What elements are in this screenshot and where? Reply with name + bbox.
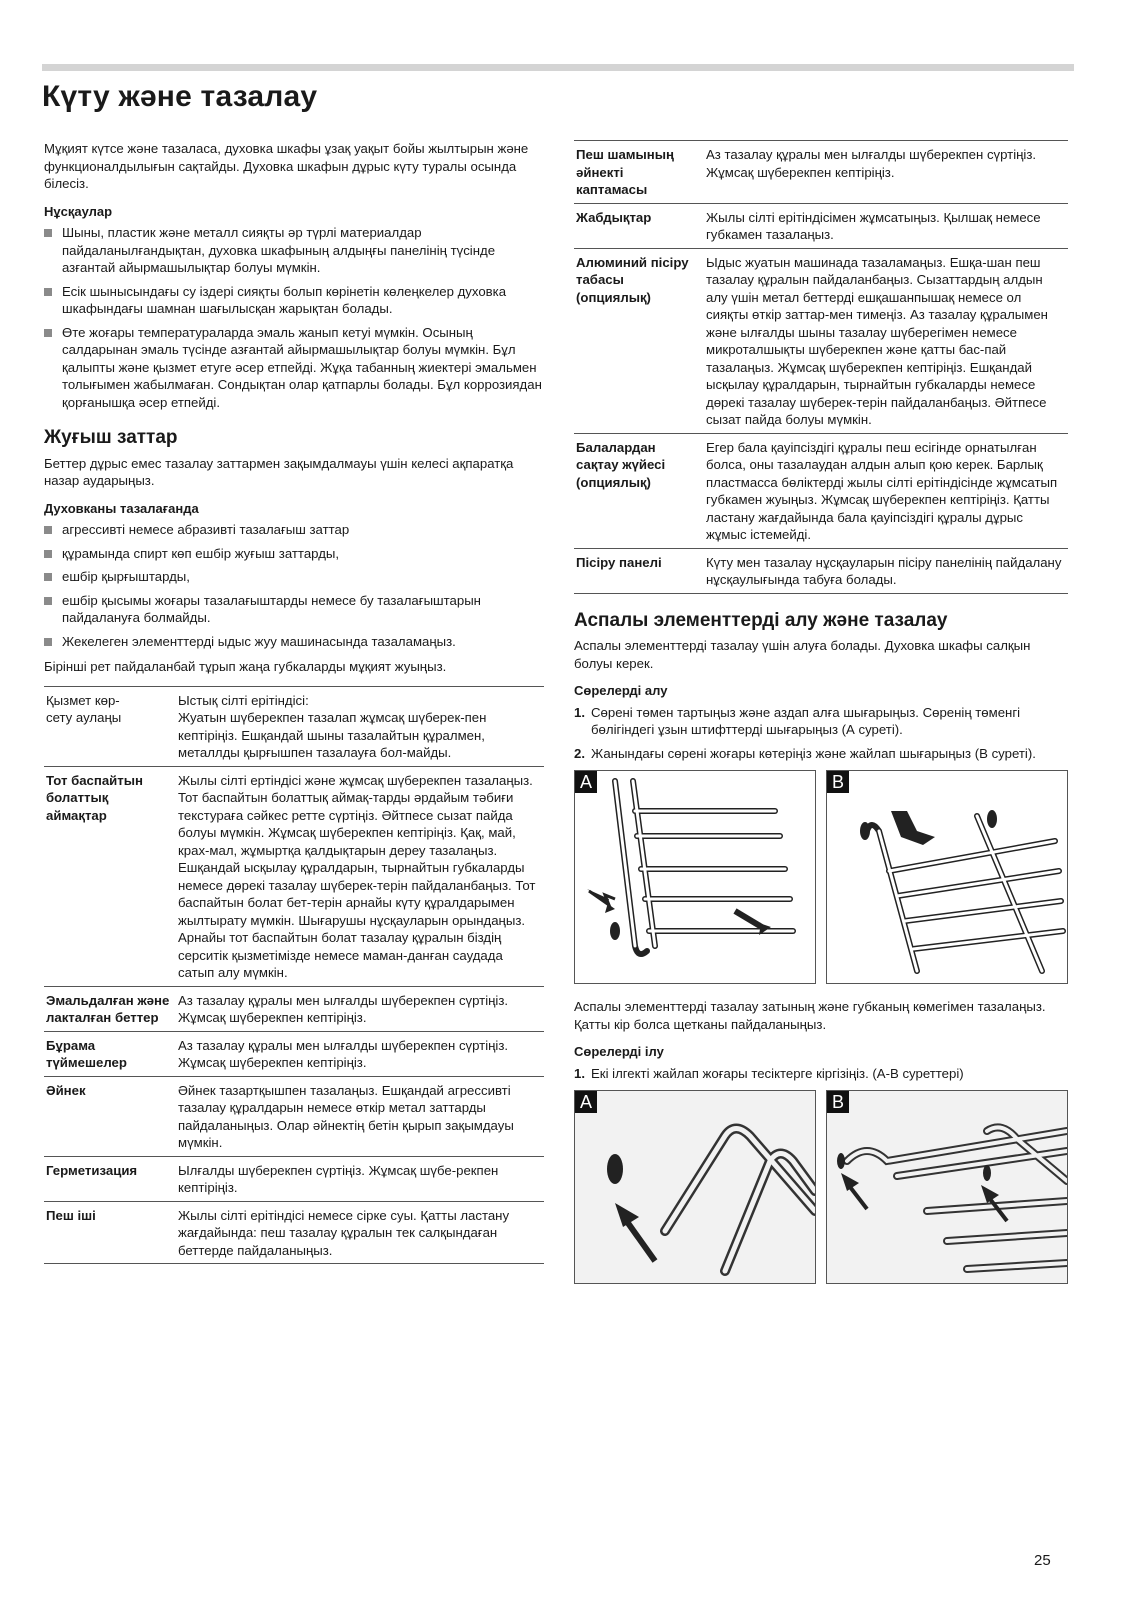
step-item — [574, 1065, 1068, 1083]
square-bullet-icon — [44, 329, 52, 337]
table-value: Ыстық сілті ерітіндісі: Жуатын шүберекпен тазалап жұмсақ шүберек-пен кептіріңіз. Ешқандай шыны тазалайтын құралмен, металлды қырғышпен тазалауға бол-майды. — [174, 686, 544, 766]
page-title: Күту және тазалау — [42, 80, 318, 113]
table-row — [44, 1031, 544, 1076]
figure-remove-a — [574, 770, 816, 984]
list-item: Есік шынысындағы су іздері сияқты болып көрінетін көлеңкелер духовка шкафындағы шамнан шағылысқан жарықтан болады. — [44, 283, 544, 318]
table-key: Тот баспайтын болаттық аймақтар — [44, 766, 174, 986]
list-item: Жекелеген элементтерді ыдыс жуу машинасында тазаламаңыз. — [44, 633, 544, 651]
list-item: құрамында спирт көп ешбір жуғыш заттарды, — [44, 545, 544, 563]
table-value: Жылы сілті ерітіндісімен жұмсатыңыз. Қылшақ немесе губкамен тазалаңыз. — [702, 203, 1068, 248]
list-item: агрессивті немесе абразивті тазалағыш заттар — [44, 521, 544, 539]
table-key: Әйнек — [44, 1076, 174, 1156]
sponge-note: Бірінші рет пайдаланбай тұрып жаңа губкаларды мұқият жуыңыз. — [44, 659, 447, 674]
square-bullet-icon — [44, 573, 52, 581]
table-key: Қызмет көр- сету аулаңы — [44, 686, 174, 766]
list-item: ешбір қысымы жоғары тазалағыштарды немесе бу тазалағыштарын пайдалануға болмайды. — [44, 592, 544, 627]
table-row — [44, 986, 544, 1031]
table-value: Ылғалды шүберекпен сүртіңіз. Жұмсақ шүбе-рекпен кептіріңіз. — [174, 1156, 544, 1201]
step-number: 1. — [574, 1065, 585, 1081]
square-bullet-icon — [44, 229, 52, 237]
table-row — [44, 1201, 544, 1264]
page-number: 25 — [1034, 1552, 1051, 1569]
figure-label: A — [575, 1091, 597, 1113]
table-key: Пісіру панелі — [574, 548, 702, 593]
table-row — [44, 1156, 544, 1201]
table-row — [44, 766, 544, 986]
hook-insert-illustration — [575, 1091, 815, 1283]
right-column — [574, 140, 1068, 1298]
table-key: Пеш шамының әйнекті каптамасы — [574, 141, 702, 204]
step-text: Сөрені төмен тартыңыз және аздап алға шығарыңыз. Сөренің төменгі бөлігіндегі ұзын штифттерді шығарыңыз (А суреті). — [591, 704, 1021, 737]
table-value: Ыдыс жуатын машинада тазаламаңыз. Ешқа-шан пеш тазалау құралын пайдаланбаңыз. Сызаттардың алдын алу үшін метал беттерді ешқашанпышақ немесе ол сияқты өткір заттар-мен тимеңіз. Аз тазалау құралымен және ылғалды шыны тазалау шүберегімен немесе микроталшықты шүберекпен және қатты бас-пай тазалаңыз. Жұмсақ шүберекпен кептіріңіз. Ешқандай ысқылау құралдарын, тырнайтын губкаларды немесе дөрекі тазалау шүберек-терін пайдаланбаңыз. Әйтпесе сызат пайда болуы мүмкін. — [702, 248, 1068, 433]
step-number: 2. — [574, 745, 585, 761]
table-value: Әйнек тазартқышпен тазалаңыз. Ешқандай агрессивті тазалау құралдарын немесе өткір метал заттарды пайдаланыңыз. Олар әйнектің бетін қырып зақымдауы мүмкін. — [174, 1076, 544, 1156]
remove-heading: Сөрелерді алу — [574, 683, 668, 698]
intro-paragraph: Мұқият күтсе және тазаласа, духовка шкафы ұзақ уақыт бойы жылтырын және функционалдылығын сақтайды. Духовка шкафын дұрыс күту туралы осында білесіз. — [44, 141, 529, 191]
table-row — [574, 141, 1068, 204]
table-key: Алюминий пісіру табасы (опциялық) — [574, 248, 702, 433]
table-row — [44, 686, 544, 766]
figure-remove-b — [826, 770, 1068, 984]
hang-steps — [574, 1065, 1068, 1083]
table-row — [574, 433, 1068, 548]
shelf-rack-illustration — [575, 771, 815, 983]
shelf-rack-illustration — [827, 771, 1067, 983]
notes-list — [44, 224, 544, 411]
cleaning-heading: Жуғыш заттар — [44, 427, 178, 448]
hook-insert-illustration — [827, 1091, 1067, 1283]
step-text: Жанындағы сөрені жоғары көтеріңіз және жайлап шығарыңыз (В суреті). — [591, 745, 1036, 761]
step-text: Екі ілгекті жайлап жоғары тесіктерге кіргізіңіз. (А-В суреттері) — [591, 1065, 964, 1081]
table-value: Күту мен тазалау нұсқауларын пісіру панелінің пайдалану нұсқаулығында табуға болады. — [702, 548, 1068, 593]
table-value: Аз тазалау құралы мен ылғалды шүберекпен сүртіңіз. Жұмсақ шүберекпен кептіріңіз. — [702, 141, 1068, 204]
hang-figures — [574, 1090, 1068, 1284]
square-bullet-icon — [44, 597, 52, 605]
notes-heading: Нұсқаулар — [44, 203, 113, 219]
cleaning-table-right — [574, 140, 1068, 594]
cleaning-subheading: Духовканы тазалағанда — [44, 500, 199, 516]
table-row — [574, 203, 1068, 248]
cleaning-list — [44, 521, 544, 650]
cleaning-table-left — [44, 686, 544, 1265]
square-bullet-icon — [44, 638, 52, 646]
table-row — [574, 548, 1068, 593]
table-key: Бұрама түймешелер — [44, 1031, 174, 1076]
clean-text: Аспалы элементтерді тазалау затының және губканың көмегімен тазалаңыз. Қатты кір болса щетканы пайдаланыңыз. — [574, 999, 1046, 1032]
table-key: Балалардан сақтау жүйесі (опциялық) — [574, 433, 702, 548]
removable-intro: Аспалы элементтерді тазалау үшін алуға болады. Духовка шкафы салқын болуы керек. — [574, 638, 1031, 671]
list-item: ешбір қырғыштарды, — [44, 568, 544, 586]
figure-hang-a — [574, 1090, 816, 1284]
table-key: Пеш іші — [44, 1201, 174, 1264]
table-value: Аз тазалау құралы мен ылғалды шүберекпен сүртіңіз. Жұмсақ шүберекпен кептіріңіз. — [174, 1031, 544, 1076]
square-bullet-icon — [44, 288, 52, 296]
step-number: 1. — [574, 704, 585, 720]
removable-heading: Аспалы элементтерді алу және тазалау — [574, 609, 948, 631]
table-row — [574, 248, 1068, 433]
table-key: Эмальдалған және лакталған беттер — [44, 986, 174, 1031]
figure-label: A — [575, 771, 597, 793]
cleaning-intro: Беттер дұрыс емес тазалау заттармен зақымдалмауы үшін келесі ақпаратқа назар аударыңыз. — [44, 455, 514, 488]
remove-figures — [574, 770, 1068, 984]
table-value: Жылы сілті ерітіндісі немесе сірке суы. Қатты ластану жағдайында: пеш тазалау құралын тек салқындаған беттерде пайдаланыңыз. — [174, 1201, 544, 1264]
hang-heading: Сөрелерді ілу — [574, 1044, 664, 1059]
list-item: Өте жоғары температураларда эмаль жанып кетуі мүмкін. Осының салдарынан эмаль түсінде азғантай айырмашылықтар болуы мүмкін. Бұл қалыпты және қызмет етуге әсер етпейді. Жұқа табанның жиектері эмальмен толығымен жабылмаған. Сондықтан олар қатпарлы болады. Бұл коррозиядан қорғанышқа әсер етпейді. — [44, 324, 544, 412]
list-item: Шыны, пластик және металл сияқты әр түрлі материалдар пайдаланылғандықтан, духовка шкафының алдыңғы панелінің түсінде азғантай айырмашылықтар болуы мүмкін. — [44, 224, 544, 277]
table-value: Аз тазалау құралы мен ылғалды шүберекпен сүртіңіз. Жұмсақ шүберекпен кептіріңіз. — [174, 986, 544, 1031]
remove-steps — [574, 704, 1068, 763]
step-item — [574, 704, 1068, 739]
figure-label: B — [827, 771, 849, 793]
table-value: Жылы сілті ертіндісі және жұмсақ шүберекпен тазалаңыз. Тот баспайтын болаттық аймақ-тарды әрдайым тәбиғи текстураға сәйкес ретте сүртіңіз. Әйтпесе сызат пайда болуы мүмкін. Жұмсақ шүберекпен кептіріңіз. Қақ, май, крах-мал, жұмыртқа қалдықтарын дереу тазалаңыз. Ешқандай ысқылау құралдарын, тырнайтын губкаларды немесе дөрекі тазалау шүберек-терін пайдаланбаңыз. Тот баспайтын болат бет-терін арнайы күту құралдарымен жылтырату мүмкін. Шығарушы нұсқауларын орындаңыз. Арнайы тот баспайтын болат тазалау құралын біздің серситік қызметімізде немесе маман-данған саудада сатып алу мүмкін. — [174, 766, 544, 986]
step-item — [574, 745, 1068, 763]
square-bullet-icon — [44, 550, 52, 558]
square-bullet-icon — [44, 526, 52, 534]
figure-hang-b — [826, 1090, 1068, 1284]
table-row — [44, 1076, 544, 1156]
left-column — [44, 140, 544, 1264]
table-key: Герметизация — [44, 1156, 174, 1201]
figure-label: B — [827, 1091, 849, 1113]
header-rule — [42, 64, 1074, 71]
table-value: Егер бала қауіпсіздігі құралы пеш есігінде орнатылған болса, оны тазалаудан алдын алып қою керек. Барлық пластмасса бөліктерді жылы сілті ерітіндісінде жұмсатып губкамен жуыңыз. Жұмсақ шүберекпен кептіріңіз. Қатты ластану жағдайында бала қауіпсіздігі құралы дұрыс жұмыс істемейді. — [702, 433, 1068, 548]
table-key: Жабдықтар — [574, 203, 702, 248]
